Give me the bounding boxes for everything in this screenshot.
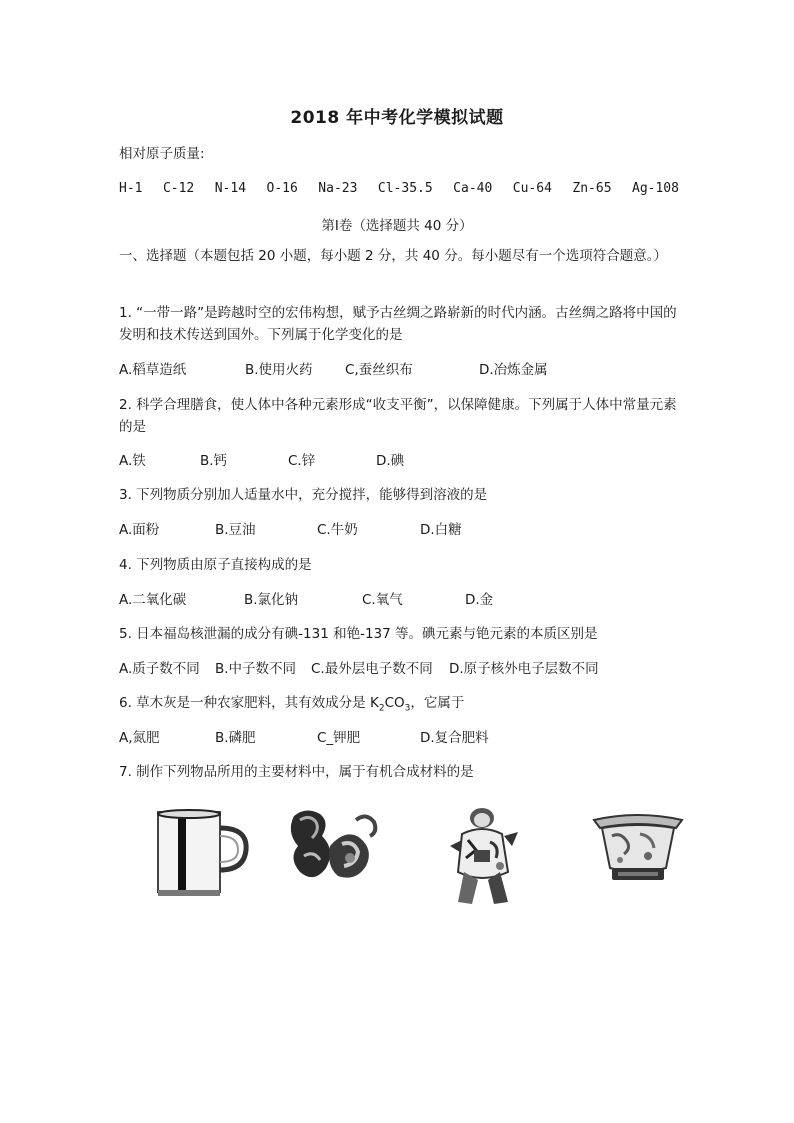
subscript: 3 — [404, 703, 411, 714]
question-6-stem-text: 6. 草木灰是一种农家肥料，其有效成分是 K — [119, 695, 379, 711]
atomic-mass-item: N-14 — [214, 181, 247, 196]
atomic-mass-item: H-1 — [119, 181, 143, 196]
atomic-mass-item: Na-23 — [318, 181, 358, 196]
option-d: D.原子核外电子层数不同 — [449, 661, 599, 677]
question-2-stem: 2. 科学合理膳食，使人体中各种元素形成“收支平衡”，以保障健康。下列属于人体中常量元素的是 — [119, 397, 677, 435]
question-6-stem — [119, 693, 464, 719]
option-c: C_钾肥 — [317, 730, 361, 746]
instructions: 一、选择题（本题包括 20 小题，每小题 2 分，共 40 分。每小题尽有一个选项符合题意。） — [119, 248, 667, 264]
atomic-mass-item: Ca-40 — [453, 181, 493, 196]
question-5-stem: 5. 日本福岛核泄漏的成分有碘-131 和铯-137 等。碘元素与铯元素的本质区别是 — [119, 626, 598, 642]
option-d: D.白糖 — [420, 522, 462, 538]
question-7-stem: 7. 制作下列物品所用的主要材料中，属于有机合成材料的是 — [119, 764, 474, 780]
option-a: A.质子数不同 — [119, 661, 200, 677]
option-a: A.面粉 — [119, 522, 160, 538]
cup-image — [156, 806, 252, 900]
formula-part: CO — [384, 695, 405, 711]
atomic-mass-item: Zn-65 — [572, 181, 612, 196]
atomic-mass-item: Ag-108 — [632, 181, 679, 196]
atomic-mass-item: C-12 — [162, 181, 195, 196]
subscript: 2 — [378, 703, 385, 714]
option-b: B.中子数不同 — [215, 661, 297, 677]
option-b: B.豆油 — [215, 522, 256, 538]
option-b: B.磷肥 — [215, 730, 256, 746]
option-a: A,氮肥 — [119, 730, 160, 746]
option-c: C.锌 — [288, 453, 316, 469]
option-c: C.氧气 — [362, 592, 403, 608]
option-d: D.冶炼金属 — [479, 362, 548, 378]
option-b: B.氯化钠 — [244, 592, 299, 608]
option-d: D.碘 — [376, 453, 405, 469]
question-7-images — [150, 806, 690, 916]
option-b: B.使用火药 — [245, 362, 313, 378]
question-3-stem: 3. 下列物质分别加人适量水中，充分搅拌，能够得到溶液的是 — [119, 487, 488, 503]
atomic-mass-item: Cu-64 — [512, 181, 552, 196]
vase-image — [590, 806, 686, 886]
question-4-stem: 4. 下列物质由原子直接构成的是 — [119, 557, 312, 573]
atomic-mass-item: Cl-35.5 — [377, 181, 433, 196]
atomic-mass-label: 相对原子质量: — [119, 146, 205, 162]
doll-image — [442, 806, 526, 910]
option-c: C.最外层电子数不同 — [311, 661, 433, 677]
option-c: C.牛奶 — [317, 522, 358, 538]
question-6-stem-end: ，它属于 — [410, 695, 465, 711]
page-title: 2018 年中考化学模拟试题 — [290, 108, 504, 128]
question-1-stem: 1. “一带一路”是跨越时空的宏伟构想，赋予古丝绸之路崭新的时代内涵。古丝绸之路将中国的发明和技术传送到国外。下列属于化学变化的是 — [119, 305, 677, 343]
option-d: D.复合肥料 — [420, 730, 489, 746]
option-a: A.铁 — [119, 453, 146, 469]
option-b: B.钙 — [200, 453, 228, 469]
option-c: C,蚕丝织布 — [345, 362, 413, 378]
section-title: 第Ⅰ卷（选择题共 40 分） — [321, 218, 473, 234]
option-a: A.二氧化碳 — [119, 592, 187, 608]
scarf-image — [286, 806, 382, 888]
option-d: D.金 — [465, 592, 494, 608]
atomic-mass-list — [119, 181, 679, 196]
atomic-mass-item: O-16 — [266, 181, 298, 196]
option-a: A.稻草造纸 — [119, 362, 187, 378]
